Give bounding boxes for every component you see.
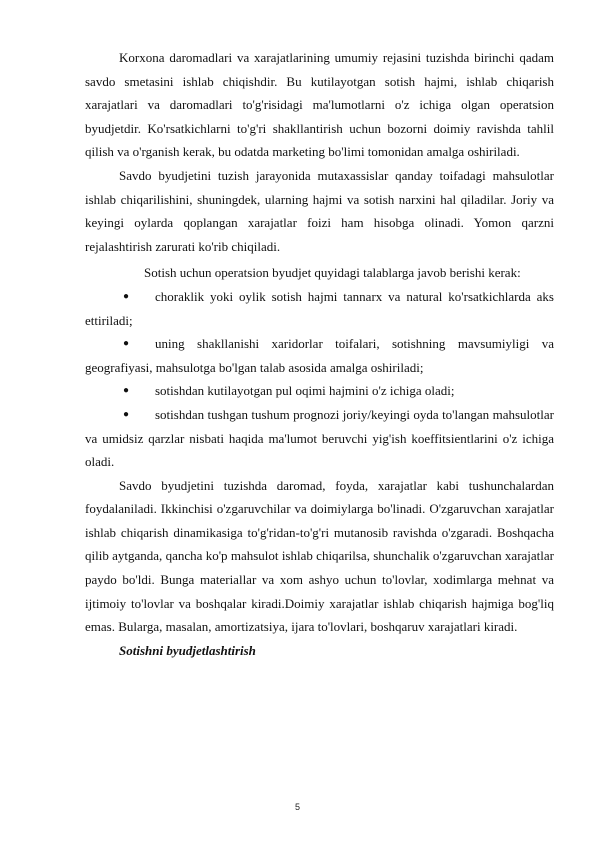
list-item bbox=[85, 403, 554, 474]
bullet-icon: ● bbox=[123, 408, 130, 420]
bullet-icon: ● bbox=[123, 338, 130, 350]
paragraph-sales-budget-process: Savdo byudjetini tuzish jarayonida mutaxassislar qanday toifadagi mahsulotlar ishlab chiqarilishini, shuningdek, ularning hajmi va sotish narxini hal qiladilar. Joriy va keyingi oylarda qoplangan xarajatlar foizi ham hisobga olinadi. Yomon qarzni rejalashtirish zarurati ko'rib chiqiladi. bbox=[85, 167, 554, 254]
list-item-text: sotishdan tushgan tushum prognozi joriy/keyingi oyda to'langan mahsulotlar va umidsiz qarzlar nisbati haqida ma'lumot beruvchi yig'ish koeffitsientlarini o'z ichiga oladi. bbox=[85, 406, 554, 470]
section-heading: Sotishni byudjetlashtirish bbox=[119, 642, 256, 658]
page-number: 5 bbox=[294, 802, 300, 812]
list-item bbox=[85, 285, 554, 332]
list-item bbox=[85, 379, 554, 403]
requirements-list bbox=[85, 285, 554, 474]
list-item-text: sotishdan kutilayotgan pul oqimi hajmini o'z ichiga oladi; bbox=[155, 383, 455, 399]
bullet-icon: ● bbox=[123, 385, 130, 397]
list-item-text: uning shakllanishi xaridorlar toifalari, sotishning mavsumiyligi va geografiyasi, mahsulotga bo'lgan talab asosida amalga oshiriladi; bbox=[85, 336, 554, 375]
list-item bbox=[85, 332, 554, 379]
bullet-icon: ● bbox=[123, 290, 130, 302]
list-item-text: choraklik yoki oylik sotish hajmi tannarx va natural ko'rsatkichlarda aks ettiriladi; bbox=[85, 288, 554, 328]
paragraph-costs: Savdo byudjetini tuzishda daromad, foyda, xarajatlar kabi tushunchalardan foydalaniladi. Ikkinchisi o'zgaruvchilar va doimiylarga bo'linadi. O'zgaruvchan xarajatlar ishlab chiqarish dinamikasiga to'g'ridan-to'g'ri mutanosib ravishda o'zgaradi. Boshqacha qilib aytganda, qancha ko'p mahsulot ishlab chiqarilsa, shunchalik o'zgaruvchan xarajatlar paydo bo'ldi. Bunga materiallar va xom ashyo uchun to'lovlar, xodimlarga mehnat va ijtimoiy to'lovlar va boshqalar kiradi.Doimiy xarajatlar ishlab chiqarish hajmiga bog'liq emas. Bularga, masalan, amortizatsiya, ijara to'lovlari, boshqaruv xarajatlari kiradi. bbox=[85, 477, 554, 635]
bullet-list-intro: Sotish uchun operatsion byudjet quyidagi talablarga javob berishi kerak: bbox=[144, 265, 521, 281]
paragraph-sales-estimate: Korxona daromadlari va xarajatlarining umumiy rejasini tuzishda birinchi qadam savdo smetasini ishlab chiqishdir. Bu kutilayotgan sotish hajmi, ishlab chiqarish xarajatlari va daromadlari to'g'risidagi ma'lumotlarni o'z ichiga olgan operatsion byudjetdir. Ko'rsatkichlarni to'g'ri shakllantirish uchun bozorni doimiy ravishda tahlil qilish va o'rganish kerak, bu odatda marketing bo'limi tomonidan amalga oshiriladi. bbox=[85, 50, 554, 160]
document-page bbox=[85, 46, 554, 662]
